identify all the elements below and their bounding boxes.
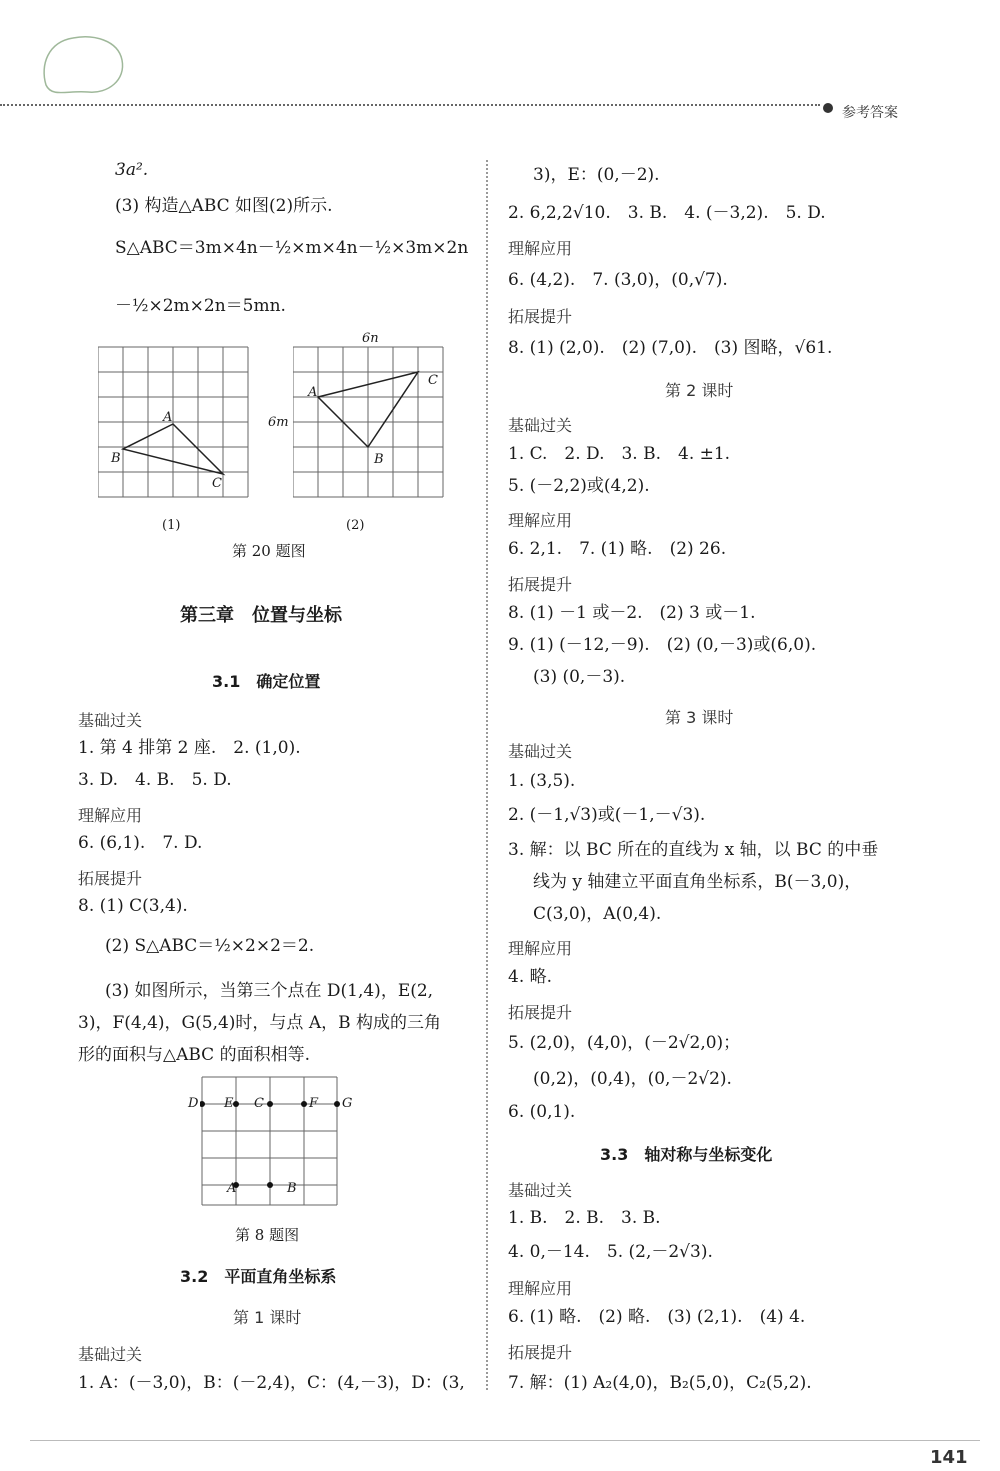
fig20-2-label-a: A <box>308 385 318 400</box>
right-line-13: 3. 解：以 BC 所在的直线为 x 轴，以 BC 的中垂 <box>508 840 879 860</box>
left-answer-6: (3) 如图所示，当第三个点在 D(1,4)，E(2, <box>105 981 434 1001</box>
left-line-4: －½×2m×2n＝5mn. <box>115 296 286 316</box>
right-line-2: 2. 6,2,2√10. 3. B. 4. (－3,2). 5. D. <box>508 203 826 223</box>
right-category-1: 理解应用 <box>508 239 573 258</box>
left-answer-8: 形的面积与△ABC 的面积相等. <box>78 1045 310 1065</box>
left-category-3: 拓展提升 <box>78 869 143 888</box>
left-answer-4: 8. (1) C(3,4). <box>78 896 188 916</box>
right-category-4: 理解应用 <box>508 511 573 530</box>
right-line-15: C(3,0)，A(0,4). <box>533 904 662 924</box>
header-section-label: 参考答案 <box>842 105 898 121</box>
right-line-12: 2. (－1,√3)或(－1,－√3). <box>508 805 706 825</box>
right-line-4: 8. (1) (2,0). (2) (7,0). (3) 图略，√61. <box>508 338 833 358</box>
fig20-sub-caption-1: (1) <box>162 518 181 533</box>
figure-20-grid-1 <box>98 345 258 505</box>
right-line-21: 4. 0,－14. 5. (2,－2√3). <box>508 1242 713 1262</box>
right-line-6: 5. (－2,2)或(4,2). <box>508 476 650 496</box>
fig8-label-d: D <box>188 1096 199 1111</box>
left-line-1: 3a². <box>115 160 149 180</box>
fig8-label-c: C <box>254 1096 264 1111</box>
left-line-3: S△ABC＝3m×4n－½×m×4n－½×3m×2n <box>115 238 469 258</box>
right-line-17: 5. (2,0)，(4,0)，(－2√2,0)； <box>508 1033 741 1053</box>
left-line-2: (3) 构造△ABC 如图(2)所示. <box>115 196 333 216</box>
section-3-1-title: 3.1 确定位置 <box>212 672 321 691</box>
section-3-2-title: 3.2 平面直角坐标系 <box>180 1267 337 1286</box>
page-number: 141 <box>930 1447 968 1468</box>
right-line-14: 线为 y 轴建立平面直角坐标系，B(－3,0)， <box>533 872 862 892</box>
header-dotted-rule <box>0 104 820 106</box>
right-line-9: 9. (1) (－12,－9). (2) (0,－3)或(6,0). <box>508 635 817 655</box>
section-3-3-title: 3.3 轴对称与坐标变化 <box>600 1145 773 1164</box>
fig20-label-6n: 6n <box>362 331 379 346</box>
left-category-2: 理解应用 <box>78 806 143 825</box>
header-bullet-icon <box>823 103 833 113</box>
fig8-label-f: F <box>309 1096 319 1111</box>
right-line-20: 1. B. 2. B. 3. B. <box>508 1208 661 1228</box>
fig20-1-label-b: B <box>111 451 121 466</box>
right-line-7: 6. 2,1. 7. (1) 略. (2) 26. <box>508 539 727 559</box>
fig20-1-label-a: A <box>163 410 173 425</box>
right-line-16: 4. 略. <box>508 967 553 987</box>
fig8-label-a: A <box>227 1181 237 1196</box>
fig8-label-b: B <box>287 1181 297 1196</box>
right-category-10: 理解应用 <box>508 1279 573 1298</box>
right-line-11: 1. (3,5). <box>508 771 576 791</box>
right-category-2: 拓展提升 <box>508 307 573 326</box>
fig20-2-label-c: C <box>428 373 438 388</box>
fig20-2-label-b: B <box>374 452 384 467</box>
lesson-2-title: 第 2 课时 <box>665 381 734 400</box>
left-answer-9: 1. A：(－3,0)，B：(－2,4)，C：(4,－3)，D：(3, <box>78 1373 465 1393</box>
right-line-22: 6. (1) 略. (2) 略. (3) (2,1). (4) 4. <box>508 1307 806 1327</box>
right-line-19: 6. (0,1). <box>508 1102 576 1122</box>
right-category-5: 拓展提升 <box>508 575 573 594</box>
left-category-4: 基础过关 <box>78 1345 143 1364</box>
right-category-11: 拓展提升 <box>508 1343 573 1362</box>
lesson-1-title: 第 1 课时 <box>233 1308 302 1327</box>
left-answer-2: 3. D. 4. B. 5. D. <box>78 770 232 790</box>
stamp-logo <box>38 30 128 100</box>
fig20-caption: 第 20 题图 <box>232 542 306 560</box>
right-category-3: 基础过关 <box>508 416 573 435</box>
right-category-9: 基础过关 <box>508 1181 573 1200</box>
fig20-sub-caption-2: (2) <box>346 518 365 533</box>
left-answer-1: 1. 第 4 排第 2 座. 2. (1,0). <box>78 738 301 758</box>
right-category-6: 基础过关 <box>508 742 573 761</box>
right-line-10: (3) (0,－3). <box>533 667 626 687</box>
figure-20-grid-2 <box>293 345 453 505</box>
footer-rule <box>30 1440 980 1441</box>
right-category-8: 拓展提升 <box>508 1003 573 1022</box>
right-line-18: (0,2)，(0,4)，(0,－2√2). <box>533 1069 732 1089</box>
chapter-title: 第三章 位置与坐标 <box>180 605 342 626</box>
fig8-caption: 第 8 题图 <box>235 1226 300 1244</box>
figure-8-grid <box>200 1075 345 1210</box>
left-answer-5: (2) S△ABC＝½×2×2＝2. <box>105 936 315 956</box>
right-category-7: 理解应用 <box>508 939 573 958</box>
column-divider <box>486 160 488 1390</box>
left-answer-7: 3)，F(4,4)，G(5,4)时，与点 A，B 构成的三角 <box>78 1013 442 1033</box>
lesson-3-title: 第 3 课时 <box>665 708 734 727</box>
right-line-23: 7. 解：(1) A₂(4,0)，B₂(5,0)，C₂(5,2). <box>508 1373 812 1393</box>
left-category-1: 基础过关 <box>78 711 143 730</box>
fig20-1-label-c: C <box>212 476 222 491</box>
fig8-label-g: G <box>342 1096 353 1111</box>
fig8-label-e: E <box>224 1096 234 1111</box>
right-line-3: 6. (4,2). 7. (3,0)，(0,√7). <box>508 270 728 290</box>
right-line-1: 3)，E：(0,－2). <box>533 165 660 185</box>
fig20-label-6m: 6m <box>268 415 289 430</box>
right-line-5: 1. C. 2. D. 3. B. 4. ±1. <box>508 444 731 464</box>
left-answer-3: 6. (6,1). 7. D. <box>78 833 203 853</box>
right-line-8: 8. (1) －1 或－2. (2) 3 或－1. <box>508 603 756 623</box>
